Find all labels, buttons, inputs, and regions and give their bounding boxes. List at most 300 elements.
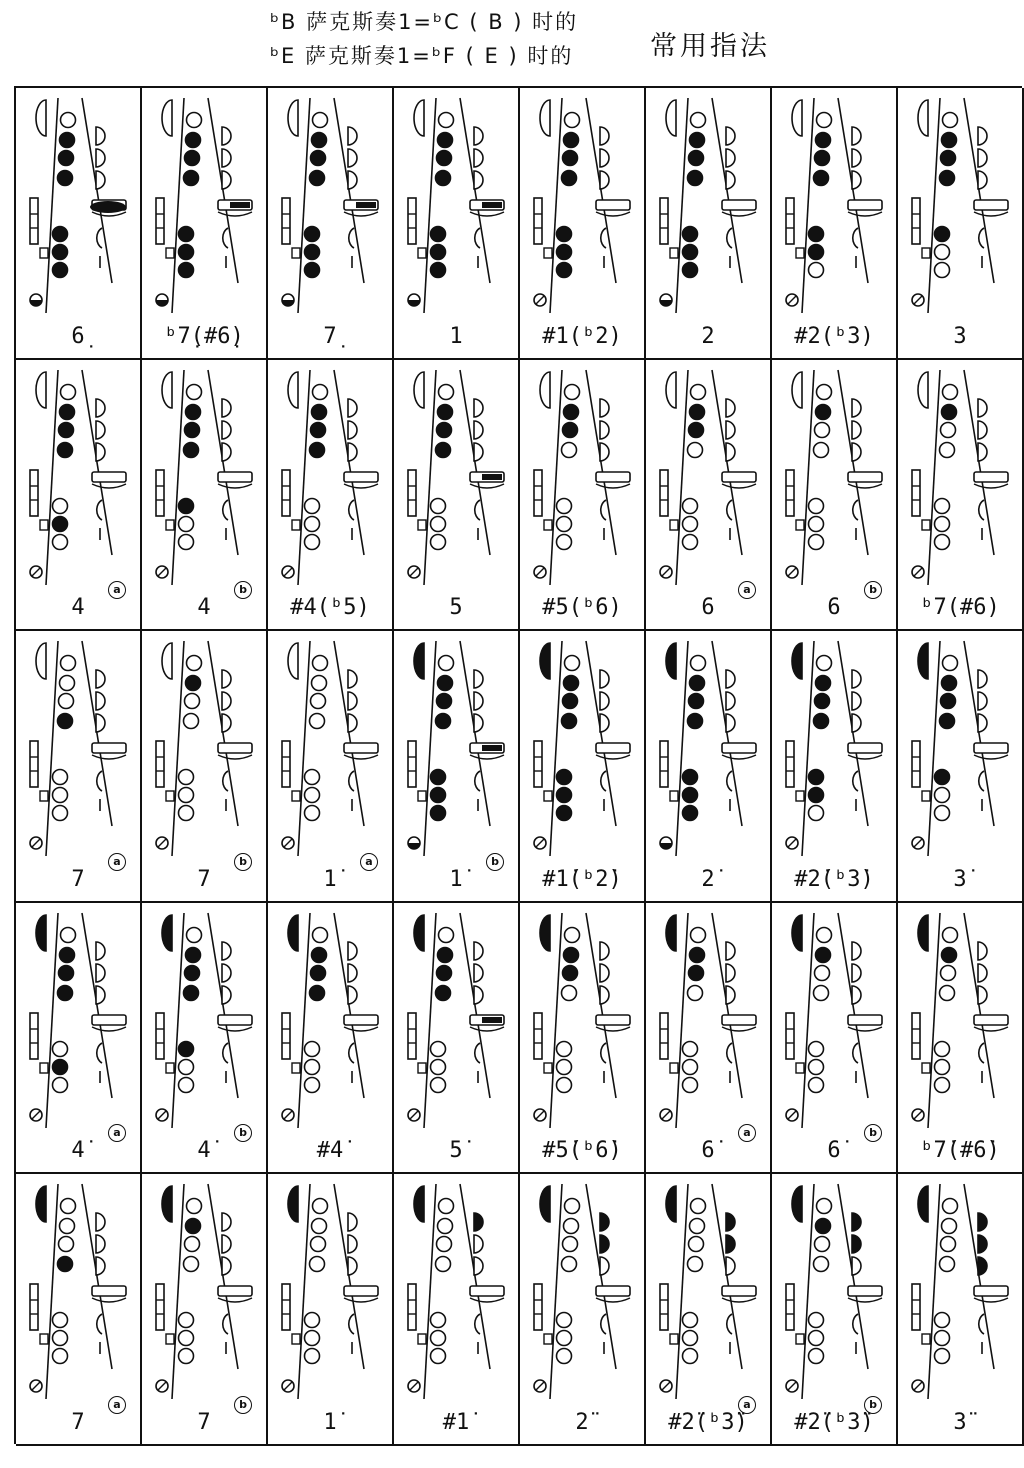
palm-key-icon: [474, 670, 483, 688]
bottom-key-icon: [282, 1109, 294, 1121]
c-curve-icon: [475, 500, 480, 520]
upper-key-icon: [184, 985, 199, 1000]
side-key-pressed: [356, 202, 376, 208]
fingering-diagram: [898, 903, 1022, 1135]
fingering-diagram: [394, 1174, 518, 1406]
fingering-cell: [142, 903, 268, 1175]
c-curve-icon: [475, 771, 480, 791]
lower-key-icon: [809, 1059, 824, 1074]
bottom-key-icon: [156, 837, 168, 849]
side-key-bar: [596, 1015, 630, 1025]
palm-key-icon: [978, 171, 987, 189]
lower-key-icon: [683, 788, 698, 803]
small-key-icon: [292, 248, 300, 258]
palm-key-icon: [96, 986, 105, 1004]
edge-line: [208, 641, 238, 826]
side-rack-icon: [282, 198, 290, 244]
bottom-key-icon: [408, 837, 420, 849]
side-key-bar: [974, 743, 1008, 753]
c-curve-icon: [475, 228, 480, 248]
bottom-key-icon: [534, 1109, 546, 1121]
octave-key-icon: [792, 1186, 802, 1222]
palm-key-icon: [474, 171, 483, 189]
side-rack-icon: [534, 198, 542, 244]
c-curve-icon: [97, 228, 102, 248]
side-key-bar: [722, 472, 756, 482]
side-rack-icon: [912, 198, 920, 244]
upper-key-icon: [439, 927, 454, 942]
upper-key-icon: [436, 714, 451, 729]
side-key-bar: [218, 743, 252, 753]
edge-line: [838, 641, 868, 826]
note-label: 6̇: [701, 1138, 715, 1164]
lower-key-icon: [431, 227, 446, 242]
bottom-key-icon: [282, 837, 294, 849]
fingering-diagram: [520, 360, 644, 592]
body-line: [172, 641, 184, 856]
palm-key-icon: [600, 1257, 609, 1275]
bottom-key-icon: [534, 294, 546, 306]
lower-key-icon: [935, 1349, 950, 1364]
octave-key-icon: [666, 100, 676, 136]
bottom-key-icon: [912, 837, 924, 849]
octave-key-icon: [36, 643, 46, 679]
palm-key-icon: [222, 443, 231, 461]
palm-key-icon: [348, 1257, 357, 1275]
bottom-key-icon: [660, 1109, 672, 1121]
lower-key-icon: [53, 806, 68, 821]
octave-key-icon: [792, 372, 802, 408]
c-curve-icon: [979, 771, 984, 791]
fingering-cell: [268, 360, 394, 632]
c-curve-icon: [601, 1043, 606, 1063]
upper-key-icon: [690, 1219, 705, 1234]
palm-key-icon: [852, 670, 861, 688]
octave-key-icon: [162, 643, 172, 679]
upper-key-icon: [61, 927, 76, 942]
side-key-curve: [218, 755, 252, 759]
palm-key-icon: [726, 692, 735, 710]
upper-key-icon: [942, 1219, 957, 1234]
palm-key-icon: [474, 986, 483, 1004]
fingering-cell: [520, 903, 646, 1175]
palm-key-icon: [474, 127, 483, 145]
palm-key-icon: [96, 421, 105, 439]
upper-key-icon: [436, 442, 451, 457]
edge-line: [964, 98, 994, 283]
body-line: [928, 370, 940, 585]
upper-key-icon: [437, 422, 452, 437]
fingering-diagram: [142, 360, 266, 592]
octave-key-icon: [540, 915, 550, 951]
c-curve-icon: [727, 1043, 732, 1063]
note-label: ᵇ7(#6): [920, 595, 1000, 621]
lower-key-icon: [935, 498, 950, 513]
side-key-curve: [218, 1298, 252, 1302]
edge-line: [964, 1184, 994, 1369]
upper-key-icon: [940, 985, 955, 1000]
bottom-key-icon: [156, 1109, 168, 1121]
small-key-icon: [796, 1334, 804, 1344]
palm-key-icon: [978, 964, 987, 982]
palm-key-icon: [348, 1213, 357, 1231]
palm-key-icon: [222, 1257, 231, 1275]
lower-key-icon: [179, 498, 194, 513]
palm-key-icon: [222, 171, 231, 189]
lower-key-icon: [809, 516, 824, 531]
note-label: 7: [197, 866, 211, 892]
lower-key-icon: [431, 263, 446, 278]
palm-key-icon: [348, 443, 357, 461]
lower-key-icon: [557, 1059, 572, 1074]
lower-key-icon: [935, 516, 950, 531]
c-curve-icon: [727, 771, 732, 791]
upper-key-icon: [816, 404, 831, 419]
upper-key-icon: [565, 656, 580, 671]
note-label: #1(ᵇ2): [542, 323, 622, 349]
lower-key-icon: [935, 788, 950, 803]
side-key-pressed: [482, 202, 502, 208]
note-label: 6̣: [71, 323, 85, 349]
variant-badge: b: [234, 853, 252, 871]
note-label: 2: [701, 323, 715, 349]
small-key-icon: [40, 791, 48, 801]
note-label: 3: [953, 323, 967, 349]
palm-key-icon: [348, 670, 357, 688]
lower-key-icon: [179, 770, 194, 785]
upper-key-icon: [185, 151, 200, 166]
side-key-bar: [722, 1286, 756, 1296]
body-line: [298, 370, 310, 585]
side-key-bar: [218, 472, 252, 482]
bottom-key-icon: [408, 566, 420, 578]
c-curve-icon: [349, 500, 354, 520]
palm-key-icon: [348, 964, 357, 982]
c-curve-icon: [475, 1043, 480, 1063]
side-rack-icon: [30, 1013, 38, 1059]
fingering-cell: [394, 360, 520, 632]
palm-key-icon: [600, 149, 609, 167]
upper-key-icon: [438, 676, 453, 691]
palm-key-icon: [852, 1257, 861, 1275]
lower-key-icon: [557, 516, 572, 531]
body-line: [424, 98, 436, 313]
upper-key-icon: [437, 1237, 452, 1252]
fingering-cell: [394, 1174, 520, 1446]
bottom-key-icon: [786, 1109, 798, 1121]
side-rack-icon: [408, 1284, 416, 1330]
lower-key-icon: [683, 1041, 698, 1056]
upper-key-icon: [58, 442, 73, 457]
c-curve-icon: [601, 771, 606, 791]
upper-key-icon: [942, 404, 957, 419]
body-line: [298, 641, 310, 856]
upper-key-icon: [185, 1237, 200, 1252]
fingering-diagram: [898, 360, 1022, 592]
side-rack-icon: [660, 741, 668, 787]
fingering-diagram: [772, 88, 896, 320]
edge-line: [334, 1184, 364, 1369]
upper-key-icon: [59, 422, 74, 437]
octave-key-icon: [666, 1186, 676, 1222]
body-line: [298, 913, 310, 1128]
lower-key-icon: [809, 498, 824, 513]
octave-key-icon: [792, 643, 802, 679]
body-line: [928, 98, 940, 313]
upper-key-icon: [61, 384, 76, 399]
upper-key-icon: [438, 404, 453, 419]
variant-badge: b: [864, 1124, 882, 1142]
fingering-cell: [646, 1174, 772, 1446]
lower-key-icon: [53, 534, 68, 549]
lower-key-icon: [53, 1041, 68, 1056]
bottom-key-icon: [660, 294, 672, 306]
fingering-diagram: [394, 360, 518, 592]
fingering-diagram: [646, 903, 770, 1135]
upper-key-icon: [816, 947, 831, 962]
lower-key-icon: [305, 516, 320, 531]
edge-line: [838, 98, 868, 283]
bottom-key-icon: [30, 1380, 42, 1392]
lower-key-icon: [557, 1349, 572, 1364]
side-key-bar: [722, 1015, 756, 1025]
octave-key-icon: [918, 100, 928, 136]
upper-key-icon: [690, 404, 705, 419]
body-line: [172, 913, 184, 1128]
side-key-bar: [848, 472, 882, 482]
upper-key-icon: [940, 714, 955, 729]
fingering-diagram: [520, 631, 644, 863]
body-line: [676, 913, 688, 1128]
side-rack-icon: [786, 741, 794, 787]
lower-key-icon: [683, 498, 698, 513]
body-line: [928, 641, 940, 856]
palm-key-icon: [852, 443, 861, 461]
small-key-icon: [418, 520, 426, 530]
lower-key-icon: [179, 1331, 194, 1346]
palm-key-icon: [852, 964, 861, 982]
lower-key-icon: [809, 1331, 824, 1346]
small-key-icon: [544, 520, 552, 530]
fingering-cell: [646, 360, 772, 632]
side-key-curve: [848, 1298, 882, 1302]
fingering-diagram: [142, 88, 266, 320]
small-key-icon: [40, 520, 48, 530]
palm-key-icon: [852, 399, 861, 417]
octave-key-icon: [36, 1186, 46, 1222]
body-line: [46, 1184, 58, 1399]
variant-badge: b: [864, 581, 882, 599]
upper-key-icon: [689, 694, 704, 709]
c-curve-icon: [223, 1043, 228, 1063]
upper-key-icon: [564, 133, 579, 148]
upper-key-icon: [817, 1199, 832, 1214]
c-curve-icon: [349, 771, 354, 791]
upper-key-icon: [187, 113, 202, 128]
octave-key-icon: [36, 372, 46, 408]
lower-key-icon: [431, 534, 446, 549]
small-key-icon: [40, 248, 48, 258]
lower-key-icon: [935, 1041, 950, 1056]
side-key-bar: [722, 743, 756, 753]
fingering-diagram: [646, 1174, 770, 1406]
palm-key-icon: [726, 986, 735, 1004]
small-key-icon: [418, 1063, 426, 1073]
palm-key-icon: [474, 692, 483, 710]
fingering-cell: [268, 88, 394, 360]
upper-key-icon: [565, 113, 580, 128]
palm-key-icon: [600, 670, 609, 688]
upper-key-icon: [312, 676, 327, 691]
palm-key-icon: [978, 670, 987, 688]
fingering-diagram: [16, 1174, 140, 1406]
note-label: 7: [197, 1409, 211, 1435]
note-label: 5: [449, 595, 463, 621]
small-key-icon: [292, 791, 300, 801]
side-rack-icon: [282, 470, 290, 516]
lower-key-icon: [809, 227, 824, 242]
fingering-diagram: [142, 631, 266, 863]
lower-key-icon: [179, 1041, 194, 1056]
bottom-key-icon: [660, 1380, 672, 1392]
palm-key-icon: [474, 149, 483, 167]
upper-key-icon: [817, 384, 832, 399]
palm-key-icon: [852, 1235, 861, 1253]
upper-key-icon: [814, 985, 829, 1000]
note-label: #5(ᵇ6): [542, 595, 622, 621]
side-key-bar: [92, 472, 126, 482]
lower-key-icon: [557, 770, 572, 785]
lower-key-icon: [53, 788, 68, 803]
side-rack-icon: [912, 1013, 920, 1059]
c-curve-icon: [727, 228, 732, 248]
upper-key-icon: [187, 1199, 202, 1214]
note-label: ᵇ7̣(#6̣): [164, 323, 244, 349]
c-curve-icon: [349, 1043, 354, 1063]
fingering-diagram: [394, 631, 518, 863]
side-rack-icon: [408, 741, 416, 787]
palm-key-icon: [600, 692, 609, 710]
lower-key-icon: [683, 806, 698, 821]
upper-key-icon: [688, 442, 703, 457]
upper-key-icon: [186, 947, 201, 962]
palm-key-icon: [348, 1235, 357, 1253]
fingering-cell: [772, 631, 898, 903]
c-curve-icon: [727, 500, 732, 520]
fingering-diagram: [646, 360, 770, 592]
palm-key-icon: [222, 714, 231, 732]
palm-key-icon: [600, 964, 609, 982]
fingering-diagram: [268, 1174, 392, 1406]
variant-badge: b: [234, 581, 252, 599]
small-key-icon: [292, 1334, 300, 1344]
bottom-key-icon: [30, 294, 42, 306]
note-label: 3̇: [953, 866, 967, 892]
lower-key-icon: [53, 263, 68, 278]
upper-key-icon: [941, 422, 956, 437]
side-key-bar: [218, 1286, 252, 1296]
fingering-cell: [772, 360, 898, 632]
palm-key-icon: [222, 127, 231, 145]
side-key-curve: [218, 484, 252, 488]
edge-line: [460, 370, 490, 555]
side-rack-icon: [912, 1284, 920, 1330]
bottom-key-icon: [912, 1380, 924, 1392]
upper-key-icon: [184, 171, 199, 186]
side-key-curve: [722, 755, 756, 759]
upper-key-icon: [310, 985, 325, 1000]
variant-badge: a: [360, 853, 378, 871]
side-key-bar: [596, 200, 630, 210]
c-curve-icon: [853, 771, 858, 791]
fingering-diagram: [520, 1174, 644, 1406]
upper-key-icon: [436, 171, 451, 186]
side-rack-icon: [660, 1284, 668, 1330]
octave-key-icon: [414, 1186, 424, 1222]
palm-key-icon: [726, 714, 735, 732]
edge-line: [208, 370, 238, 555]
note-label: 4̇: [71, 1138, 85, 1164]
upper-key-icon: [313, 113, 328, 128]
lower-key-icon: [557, 788, 572, 803]
side-rack-icon: [660, 198, 668, 244]
upper-key-icon: [60, 404, 75, 419]
side-key-curve: [92, 1027, 126, 1031]
side-rack-icon: [786, 1284, 794, 1330]
side-rack-icon: [786, 1013, 794, 1059]
body-line: [928, 913, 940, 1128]
palm-key-icon: [222, 1213, 231, 1231]
palm-key-icon: [96, 670, 105, 688]
lower-key-icon: [305, 1059, 320, 1074]
palm-key-icon: [726, 1235, 735, 1253]
upper-key-icon: [689, 1237, 704, 1252]
bottom-key-icon: [156, 294, 168, 306]
palm-key-icon: [96, 692, 105, 710]
small-key-icon: [670, 520, 678, 530]
body-line: [676, 1184, 688, 1399]
palm-key-icon: [96, 127, 105, 145]
octave-key-icon: [666, 372, 676, 408]
side-rack-icon: [660, 1013, 668, 1059]
upper-key-icon: [691, 1199, 706, 1214]
lower-key-icon: [935, 806, 950, 821]
c-curve-icon: [97, 1043, 102, 1063]
c-curve-icon: [727, 1314, 732, 1334]
body-line: [46, 913, 58, 1128]
upper-key-icon: [436, 985, 451, 1000]
octave-key-icon: [540, 100, 550, 136]
fingering-chart-grid: [14, 86, 1022, 1444]
small-key-icon: [166, 248, 174, 258]
fingering-diagram: [268, 360, 392, 592]
lower-key-icon: [305, 1077, 320, 1092]
lower-key-icon: [305, 1313, 320, 1328]
upper-key-icon: [311, 1237, 326, 1252]
upper-key-icon: [814, 714, 829, 729]
octave-key-icon: [288, 915, 298, 951]
side-rack-icon: [912, 741, 920, 787]
upper-key-icon: [59, 1237, 74, 1252]
upper-key-icon: [184, 1257, 199, 1272]
lower-key-icon: [179, 788, 194, 803]
palm-key-icon: [852, 942, 861, 960]
fingering-cell: [268, 1174, 394, 1446]
lower-key-icon: [809, 1349, 824, 1364]
side-key-bar: [344, 1286, 378, 1296]
fingering-diagram: [16, 631, 140, 863]
palm-key-icon: [600, 986, 609, 1004]
